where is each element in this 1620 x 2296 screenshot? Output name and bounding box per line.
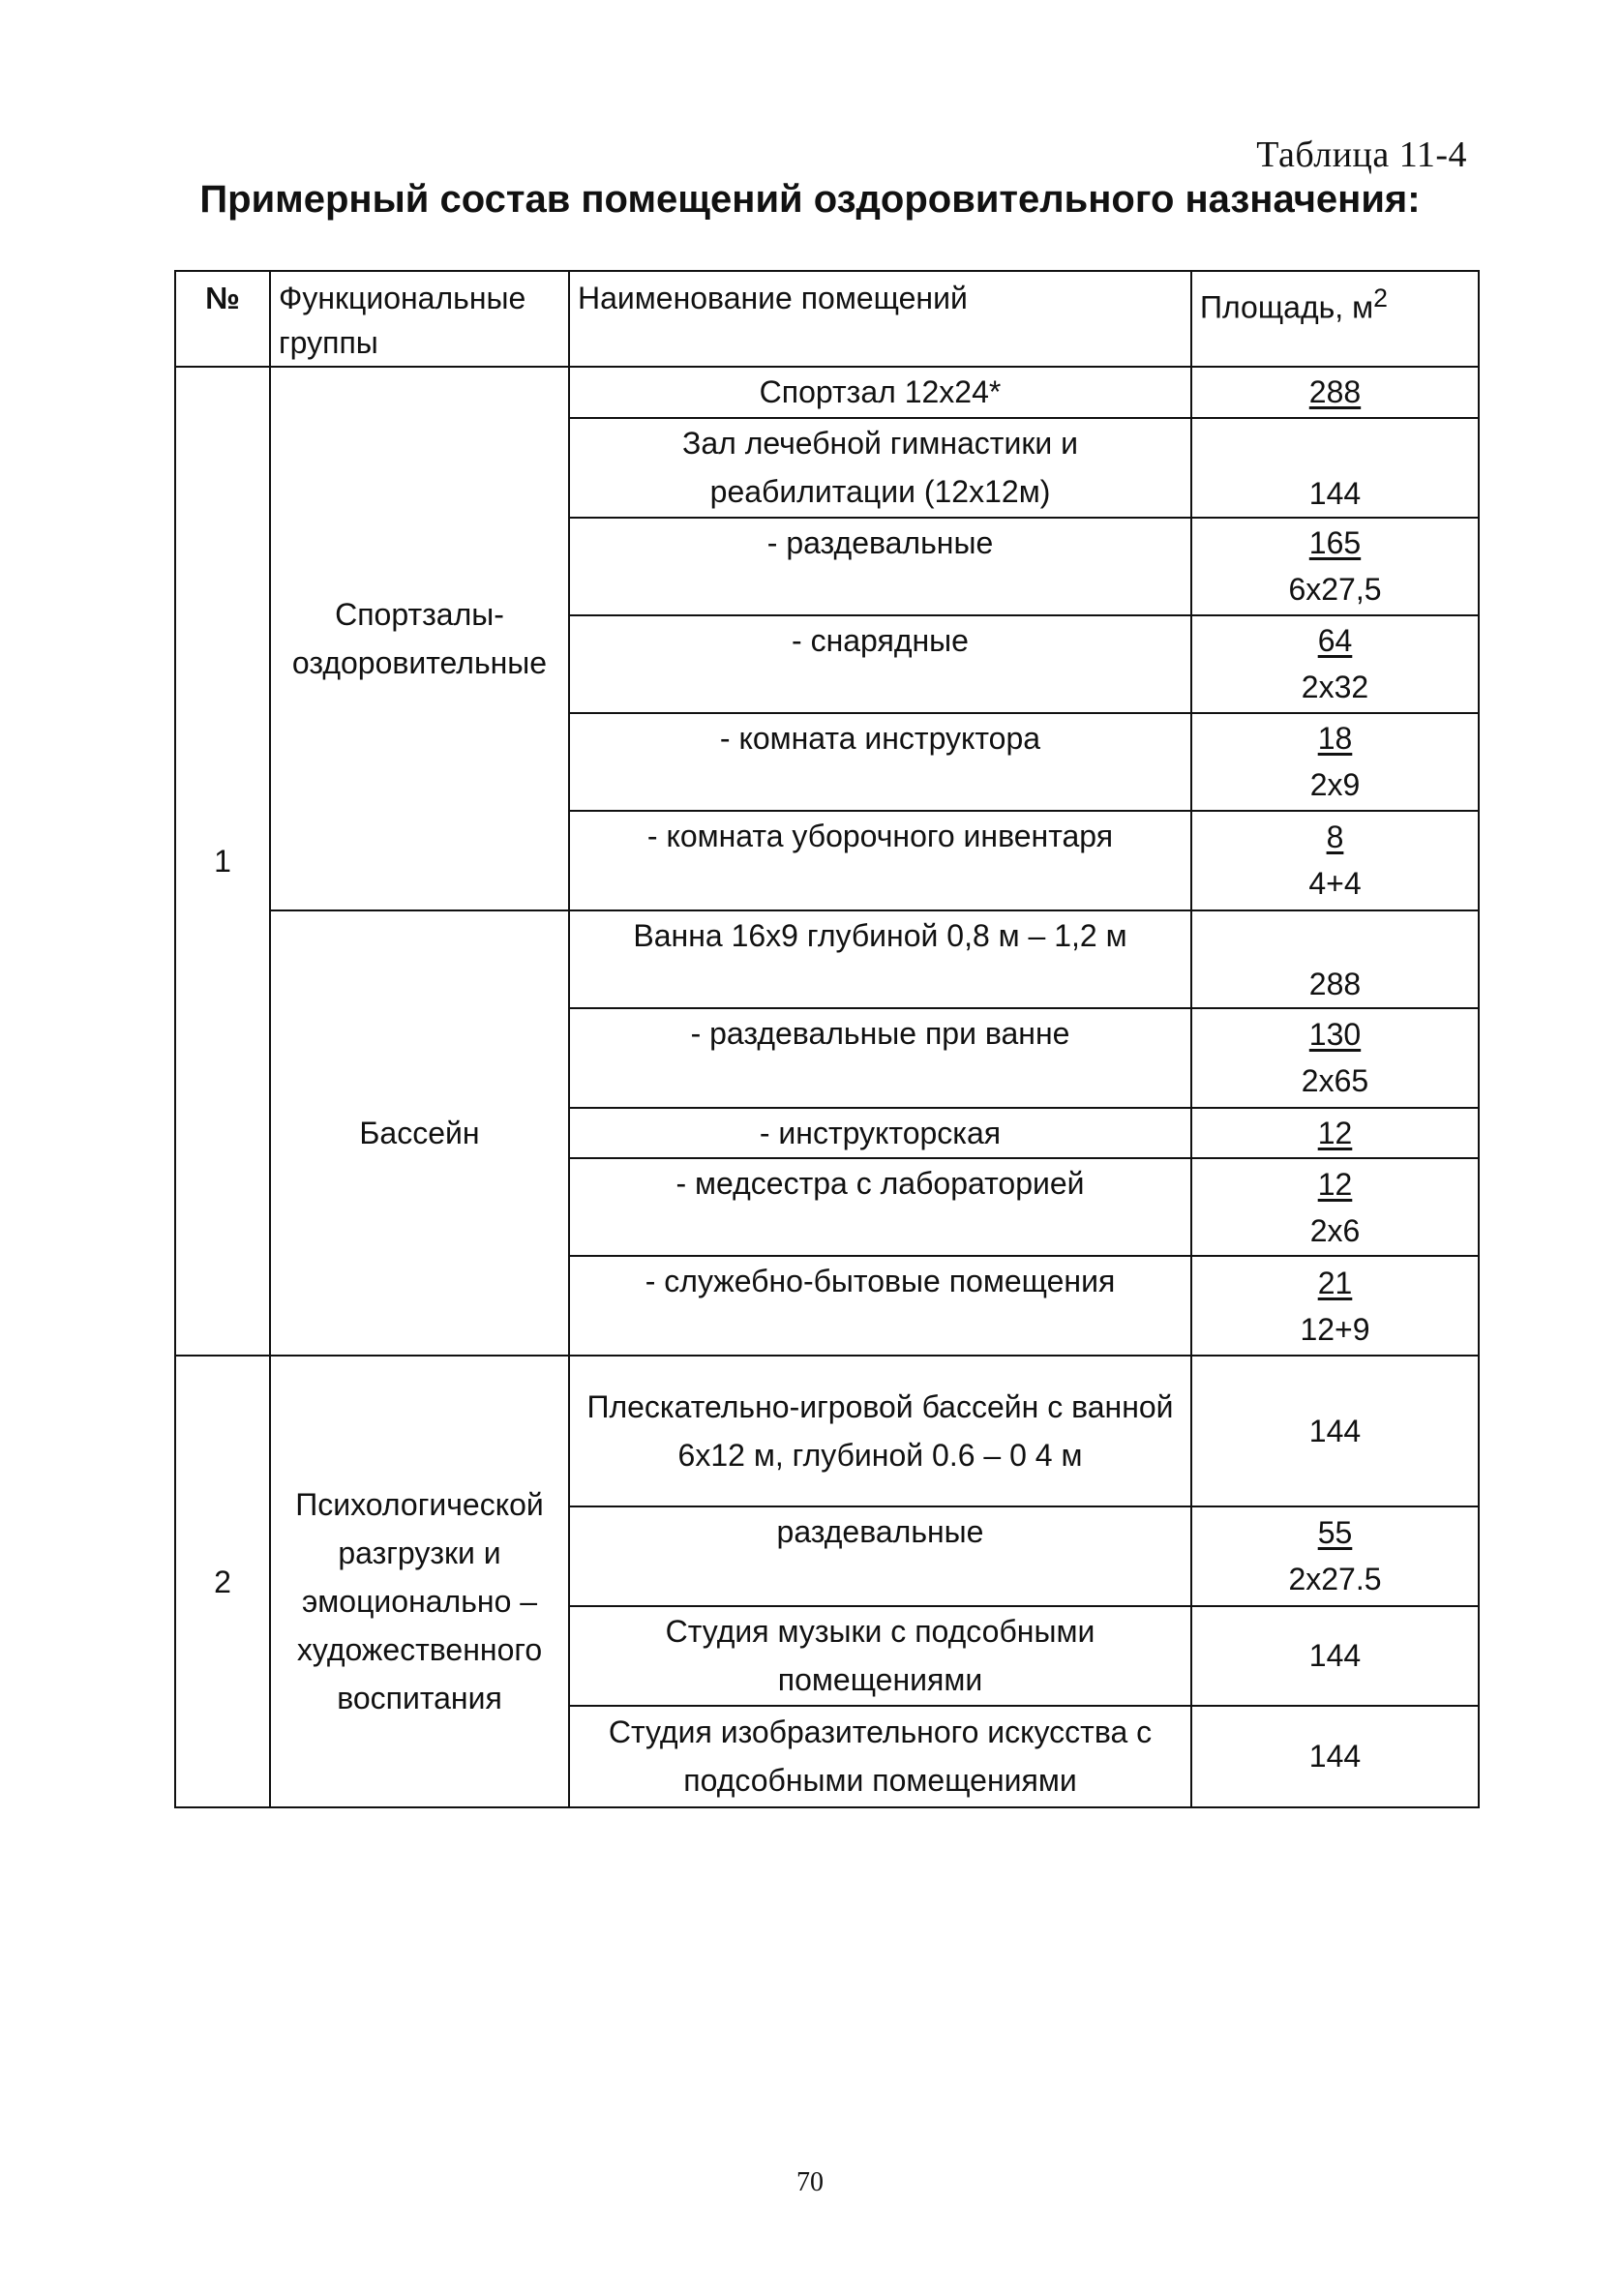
functional-group: Бассейн bbox=[270, 910, 569, 1357]
area-value: 64 bbox=[1317, 623, 1353, 659]
area-value: 144 bbox=[1308, 1414, 1362, 1448]
room-area bbox=[1191, 1008, 1479, 1108]
room-name: Спортзал 12х24* bbox=[569, 367, 1191, 418]
area-value: 144 bbox=[1308, 1638, 1362, 1674]
room-area bbox=[1191, 1706, 1479, 1807]
table-row bbox=[175, 367, 1479, 418]
room-name: - служебно-бытовые помещения bbox=[569, 1256, 1191, 1356]
room-name: - инструкторская bbox=[569, 1108, 1191, 1159]
room-name: Студия изобразительного искусства с подсобными помещениями bbox=[569, 1706, 1191, 1807]
room-area bbox=[1191, 518, 1479, 615]
room-area bbox=[1191, 367, 1479, 418]
area-value: 165 bbox=[1308, 525, 1362, 561]
functional-group: Психологической разгрузки и эмоционально – художественного воспитания bbox=[270, 1356, 569, 1807]
area-detail: 2х9 bbox=[1309, 767, 1361, 803]
area-value: 288 bbox=[1308, 374, 1362, 410]
area-value: 21 bbox=[1317, 1265, 1353, 1300]
area-value: 18 bbox=[1317, 721, 1353, 757]
room-name: - комната инструктора bbox=[569, 713, 1191, 811]
header-name: Наименование помещений bbox=[569, 271, 1191, 367]
area-value: 12 bbox=[1317, 1115, 1353, 1150]
area-detail: 2х65 bbox=[1301, 1063, 1369, 1099]
room-area bbox=[1191, 1356, 1479, 1506]
header-group: Функциональные группы bbox=[270, 271, 569, 367]
area-value: 130 bbox=[1308, 1017, 1362, 1053]
area-detail: 2х27.5 bbox=[1288, 1562, 1382, 1597]
header-area-superscript: 2 bbox=[1373, 283, 1388, 313]
group-number: 2 bbox=[175, 1356, 270, 1807]
header-num: № bbox=[175, 271, 270, 367]
group-number: 1 bbox=[175, 367, 270, 1356]
table-row bbox=[175, 910, 1479, 1008]
room-area bbox=[1191, 910, 1479, 1008]
room-name: - снарядные bbox=[569, 615, 1191, 713]
table-row bbox=[175, 1356, 1479, 1506]
area-value: 144 bbox=[1308, 1739, 1362, 1774]
room-name: Плескательно-игровой бассейн с ванной 6х12 м, глубиной 0.6 – 0 4 м bbox=[569, 1356, 1191, 1506]
area-value: 12 bbox=[1317, 1166, 1353, 1202]
room-area bbox=[1191, 418, 1479, 518]
room-name: - раздевальные bbox=[569, 518, 1191, 615]
room-name: - раздевальные при ванне bbox=[569, 1008, 1191, 1108]
room-area bbox=[1191, 1108, 1479, 1159]
room-area bbox=[1191, 811, 1479, 910]
area-detail: 2х32 bbox=[1301, 670, 1369, 705]
room-name: - медсестра с лабораторией bbox=[569, 1158, 1191, 1256]
area-detail: 4+4 bbox=[1308, 866, 1362, 902]
table-header-row bbox=[175, 271, 1479, 367]
room-name: Зал лечебной гимнастики и реабилитации (12х12м) bbox=[569, 418, 1191, 518]
area-value: 144 bbox=[1308, 475, 1362, 511]
room-area bbox=[1191, 615, 1479, 713]
header-area-label: Площадь, м bbox=[1200, 289, 1374, 325]
room-name: раздевальные bbox=[569, 1506, 1191, 1606]
area-detail: 12+9 bbox=[1300, 1311, 1370, 1347]
room-area bbox=[1191, 1606, 1479, 1706]
room-area bbox=[1191, 1506, 1479, 1606]
area-value: 55 bbox=[1317, 1515, 1353, 1551]
rooms-table bbox=[174, 270, 1480, 1808]
functional-group: Спортзалы-оздоровительные bbox=[270, 367, 569, 910]
area-detail: 6х27,5 bbox=[1288, 572, 1382, 608]
area-detail: 2х6 bbox=[1309, 1212, 1361, 1248]
room-area bbox=[1191, 713, 1479, 811]
area-value: 8 bbox=[1326, 820, 1344, 855]
room-area bbox=[1191, 1256, 1479, 1356]
room-area bbox=[1191, 1158, 1479, 1256]
room-name: Ванна 16х9 глубиной 0,8 м – 1,2 м bbox=[569, 910, 1191, 1008]
area-value: 288 bbox=[1308, 966, 1362, 1001]
room-name: Студия музыки с подсобными помещениями bbox=[569, 1606, 1191, 1706]
page-title: Примерный состав помещений оздоровительного назначения: bbox=[199, 178, 1421, 221]
table-label: Таблица 11-4 bbox=[1256, 134, 1467, 175]
room-name: - комната уборочного инвентаря bbox=[569, 811, 1191, 910]
page-number: 70 bbox=[796, 2167, 824, 2197]
header-area bbox=[1191, 271, 1479, 367]
